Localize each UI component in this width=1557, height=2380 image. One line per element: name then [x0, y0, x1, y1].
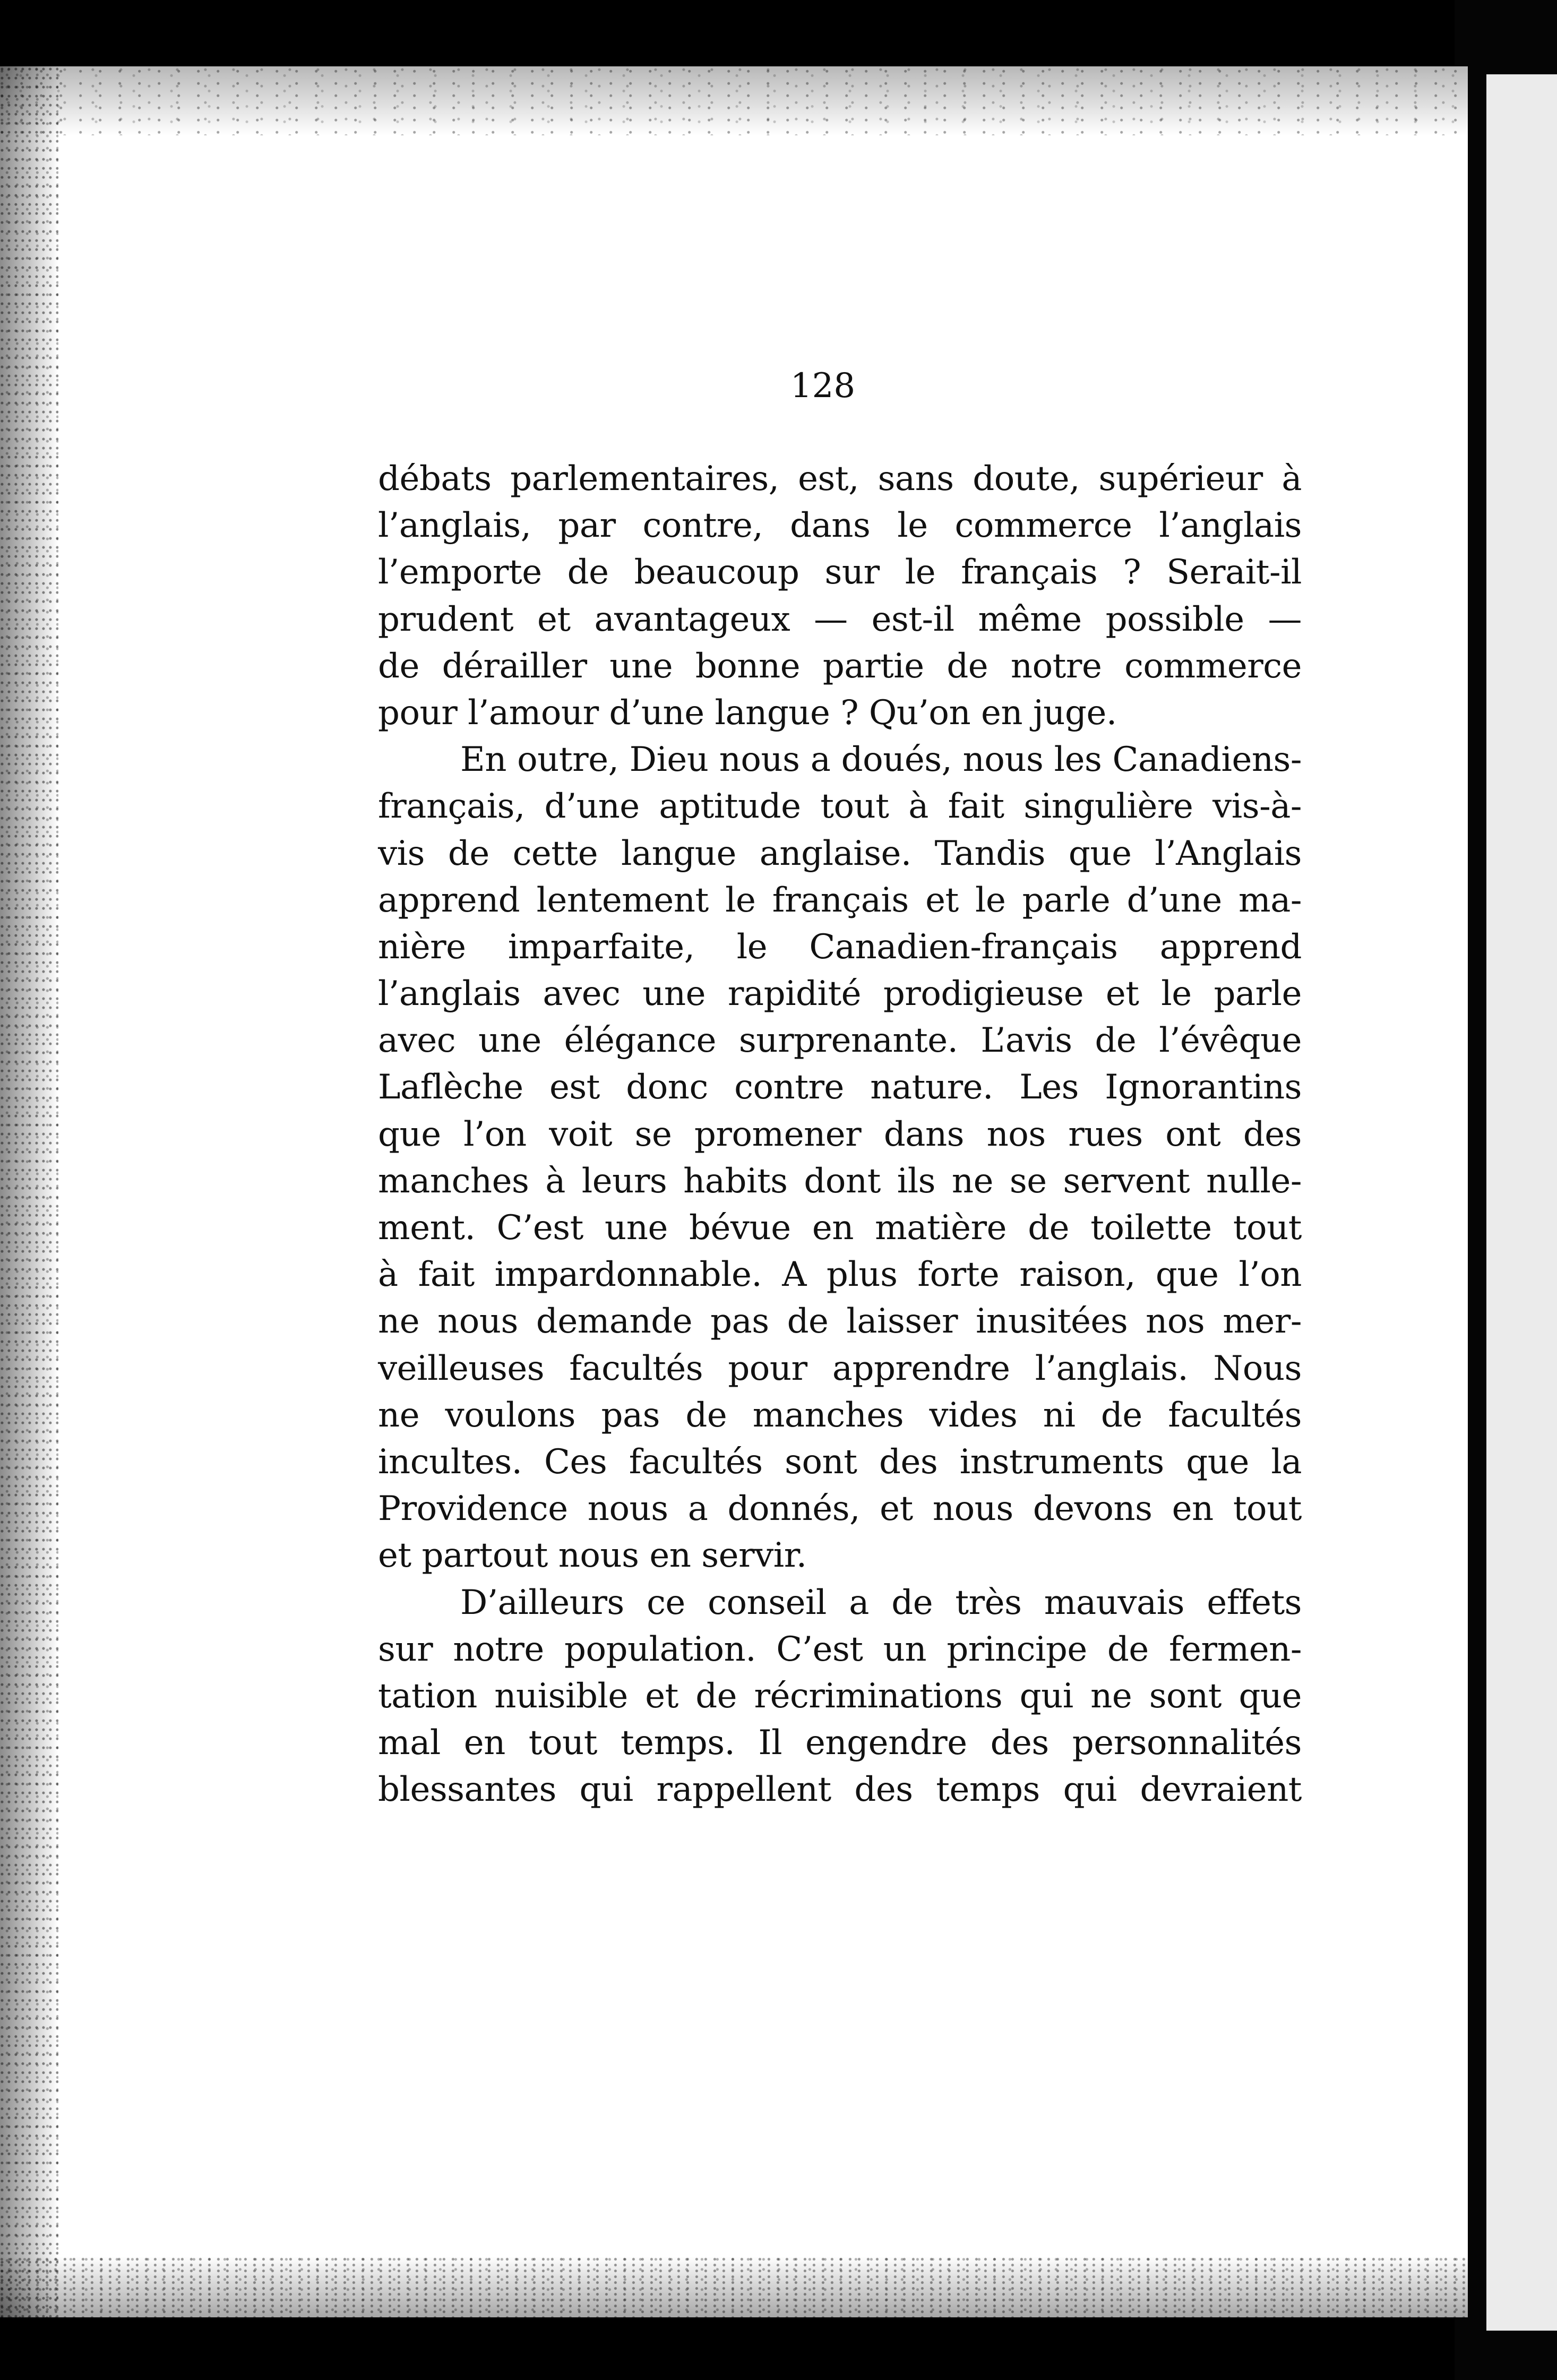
text-line: l’anglais, par contre, dans le commerce l’anglais [378, 506, 1302, 546]
text-line: Providence nous a donnés, et nous devons en tout [378, 1489, 1302, 1529]
text-line: tation nuisible et de récriminations qui ne sont que [378, 1676, 1302, 1716]
text-line: ne nous demande pas de laisser inusitées nos mer- [378, 1302, 1302, 1342]
body-text [378, 456, 1302, 1813]
text-line: D’ailleurs ce conseil a de très mauvais effets [460, 1583, 1302, 1622]
text-line: l’emporte de beaucoup sur le français ? Serait-il [378, 553, 1302, 592]
text-line: français, d’une aptitude tout à fait singulière vis-à- [378, 787, 1302, 827]
text-line: sur notre population. C’est un principe de fermen- [378, 1629, 1302, 1669]
text-line: nière imparfaite, le Canadien-français apprend [378, 927, 1302, 967]
text-line: En outre, Dieu nous a doués, nous les Canadiens- [460, 740, 1302, 780]
text-line: veilleuses facultés pour apprendre l’anglais. Nous [378, 1348, 1302, 1388]
text-line: et partout nous en servir. [378, 1536, 807, 1576]
text-line: que l’on voit se promener dans nos rues ont des [378, 1114, 1302, 1154]
text-line: prudent et avantageux — est-il même possible — [378, 599, 1302, 639]
text-line: pour l’amour d’une langue ? Qu’on en juge. [378, 693, 1117, 733]
text-line: l’anglais avec une rapidité prodigieuse et le parle [378, 974, 1302, 1014]
page-number: 128 [790, 366, 856, 406]
text-line: mal en tout temps. Il engendre des personnalités [378, 1723, 1302, 1763]
text-line: Laflèche est donc contre nature. Les Ignorantins [378, 1068, 1302, 1107]
text-line: avec une élégance surprenante. L’avis de l’évêque [378, 1021, 1302, 1061]
text-line: à fait impardonnable. A plus forte raison, que l’on [378, 1255, 1302, 1295]
text-line: incultes. Ces facultés sont des instruments que la [378, 1442, 1302, 1482]
text-line: débats parlementaires, est, sans doute, supérieur à [378, 459, 1302, 499]
text-line: ment. C’est une bévue en matière de toilette tout [378, 1208, 1302, 1248]
scan-margin-strip [1486, 74, 1557, 2331]
text-line: blessantes qui rappellent des temps qui devraient [378, 1770, 1302, 1810]
text-line: apprend lentement le français et le parle d’une ma- [378, 880, 1302, 920]
text-line: manches à leurs habits dont ils ne se servent nulle- [378, 1161, 1302, 1201]
text-line: vis de cette langue anglaise. Tandis que l’Anglais [378, 834, 1302, 873]
text-line: de dérailler une bonne partie de notre commerce [378, 646, 1302, 686]
text-line: ne voulons pas de manches vides ni de facultés [378, 1395, 1302, 1435]
